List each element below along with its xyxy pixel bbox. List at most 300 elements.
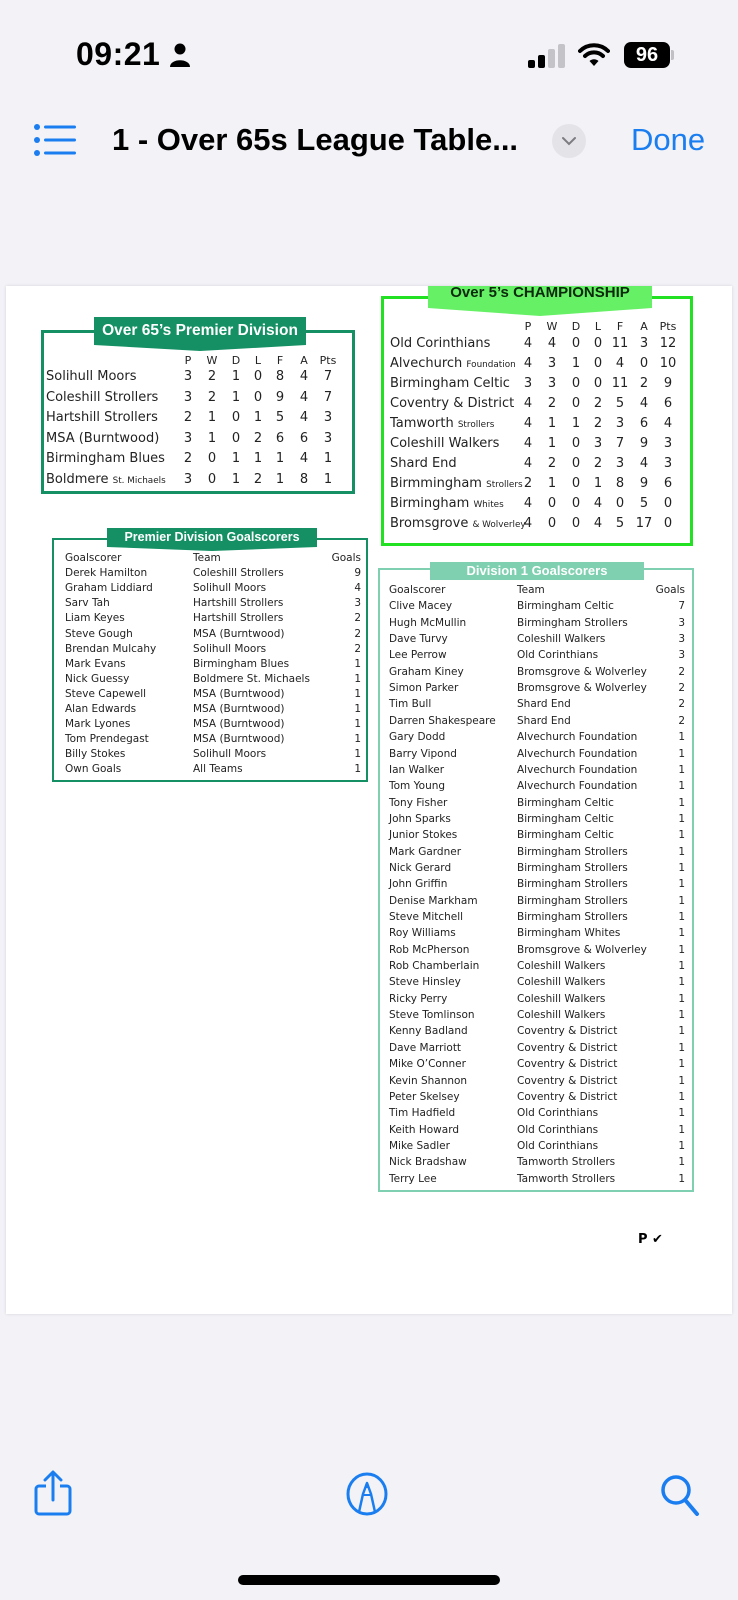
scorer-name: Billy Stokes (65, 748, 126, 761)
division1-goalscorers-ribbon (430, 562, 644, 580)
scorer-name: Kevin Shannon (389, 1074, 468, 1087)
team-name-suffix: Strollers (457, 420, 495, 430)
stat-a: 0 (639, 356, 649, 371)
battery-indicator (624, 42, 672, 68)
team-name: Hartshill Strollers (46, 410, 158, 425)
scorer-goals: 7 (678, 600, 685, 613)
stat-f: 8 (615, 476, 625, 491)
scorer-goals: 1 (678, 943, 685, 956)
scorer-goals: 2 (354, 642, 361, 655)
scorer-goals: 3 (354, 597, 361, 610)
scorer-goals: 1 (678, 976, 685, 989)
scorer-name: Barry Vipond (389, 747, 457, 760)
team-name: Coleshill Walkers (390, 436, 500, 451)
scorer-goals: 1 (678, 1009, 685, 1022)
stat-d: 1 (231, 451, 241, 466)
scorer-goals: 1 (678, 861, 685, 874)
column-header-p: P (184, 354, 192, 367)
stat-d: 0 (571, 496, 581, 511)
scorer-goals: 2 (678, 714, 685, 727)
stat-d: 0 (571, 396, 581, 411)
scorer-goals: 1 (678, 1123, 685, 1136)
stat-a: 4 (299, 369, 309, 384)
scorer-team: MSA (Burntwood) (193, 627, 285, 640)
stat-p: 3 (183, 471, 193, 487)
scorer-name: Steve Capewell (65, 687, 147, 700)
scorer-goals: 1 (678, 878, 685, 891)
stat-f: 8 (275, 369, 285, 384)
stat-p: 3 (183, 389, 193, 405)
stat-f: 5 (615, 396, 625, 411)
scorer-team: Hartshill Strollers (193, 612, 284, 625)
stat-a: 2 (639, 376, 649, 391)
scorer-team: Coventry & District (517, 1025, 618, 1038)
battery-level: 96 (624, 42, 670, 68)
stat-a: 4 (299, 451, 309, 466)
stat-a: 9 (639, 476, 649, 491)
scorer-name: Graham Liddiard (65, 582, 153, 595)
scorer-goals: 1 (678, 747, 685, 760)
scorer-name: Alan Edwards (65, 703, 137, 715)
stat-a: 9 (639, 436, 649, 451)
scorer-team: Solihull Moors (193, 748, 267, 761)
stat-l: 3 (593, 436, 603, 451)
stat-pts: 3 (663, 436, 673, 451)
title-menu-button[interactable] (552, 124, 586, 158)
scorer-name: Kenny Badland (389, 1025, 468, 1038)
scorer-goals: 1 (354, 703, 361, 715)
done-button[interactable]: Done (631, 122, 706, 157)
stat-pts: 3 (323, 430, 333, 446)
championship-title: Over 5’s CHAMPIONSHIP (450, 286, 630, 301)
column-header-d: D (231, 354, 241, 367)
scorer-goals: 1 (678, 1090, 685, 1103)
column-header-pts: Pts (659, 320, 677, 333)
team-name: Birmingham Celtic (390, 376, 510, 391)
column-header-f: F (616, 320, 624, 333)
column-header-d: D (571, 320, 581, 333)
scorer-name: John Griffin (389, 878, 448, 891)
column-header-f: F (276, 354, 284, 367)
scorer-name: Nick Bradshaw (389, 1156, 467, 1169)
scorer-team: Alvechurch Foundation (517, 731, 638, 744)
scorer-goals: 1 (678, 1139, 685, 1152)
stat-a: 6 (299, 430, 309, 446)
stat-l: 2 (593, 396, 603, 411)
status-time: 09:21 (76, 36, 161, 72)
stat-pts: 10 (659, 356, 677, 371)
scorer-goals: 1 (678, 1172, 685, 1185)
scorer-team: Birmingham Strollers (517, 616, 628, 629)
scorer-name: Darren Shakespeare (389, 714, 496, 727)
stat-p: 3 (183, 369, 193, 384)
document-title[interactable]: 1 - Over 65s League Table... (112, 122, 519, 157)
scorer-team: Hartshill Strollers (193, 597, 284, 610)
scorer-team: Birmingham Strollers (517, 911, 628, 923)
stat-p: 4 (523, 516, 533, 531)
stat-p: 4 (523, 356, 533, 371)
scorer-name: Liam Keyes (65, 612, 125, 625)
scorer-team: Birmingham Celtic (517, 796, 614, 809)
scorer-name: Terry Lee (389, 1172, 437, 1185)
column-header-w: W (206, 354, 218, 367)
scorer-team: Solihull Moors (193, 582, 267, 595)
scorer-goals: 1 (354, 657, 361, 670)
stat-pts: 9 (663, 376, 673, 391)
scorer-team: Bromsgrove & Wolverley (517, 682, 647, 695)
stat-l: 0 (253, 369, 263, 384)
scorer-team: Tamworth Strollers (517, 1172, 616, 1185)
stat-pts: 12 (659, 336, 677, 351)
scorer-team: Old Corinthians (517, 1139, 599, 1152)
stat-d: 1 (231, 389, 241, 405)
scorer-goals: 2 (678, 665, 685, 678)
stat-pts: 7 (323, 389, 333, 405)
column-header-a: A (640, 320, 648, 333)
stat-w: 4 (547, 336, 557, 351)
scorer-team: Birmingham Strollers (517, 845, 628, 858)
scorer-name: Peter Skelsey (389, 1090, 460, 1103)
scorer-goals: 1 (354, 718, 361, 731)
stat-p: 4 (523, 336, 533, 351)
scorer-team: Old Corinthians (517, 649, 599, 662)
stat-p: 2 (523, 476, 533, 491)
stat-p: 4 (523, 456, 533, 471)
column-header-team: Team (193, 552, 221, 564)
scorer-name: Ricky Perry (389, 992, 448, 1005)
scorer-goals: 1 (678, 1058, 685, 1071)
scorer-team: All Teams (193, 763, 243, 776)
scorer-team: Coleshill Walkers (517, 992, 606, 1005)
scorer-name: John Sparks (389, 812, 451, 825)
premier-division-ribbon (94, 317, 306, 345)
premier-goalscorers-title: Premier Division Goalscorers (124, 530, 300, 544)
stat-d: 0 (231, 410, 241, 425)
scorer-name: Rob McPherson (389, 943, 470, 956)
scorer-team: Coventry & District (517, 1041, 618, 1054)
stat-l: 2 (593, 456, 603, 471)
outline-list-icon[interactable] (34, 124, 76, 156)
stat-f: 9 (275, 389, 285, 405)
scorer-team: Coleshill Walkers (517, 633, 606, 646)
stat-w: 2 (547, 396, 557, 411)
signoff-mark: P ✔ (638, 1232, 663, 1247)
stat-w: 3 (547, 376, 557, 391)
stat-l: 2 (253, 430, 263, 446)
scorer-team: Solihull Moors (193, 642, 267, 655)
scorer-goals: 1 (678, 1074, 685, 1087)
team-name: Birmingham Blues (46, 451, 165, 466)
stat-d: 0 (571, 376, 581, 391)
stat-f: 6 (275, 430, 285, 446)
stat-pts: 3 (663, 456, 673, 471)
scorer-name: Own Goals (65, 763, 122, 776)
scorer-team: Coleshill Walkers (517, 1009, 606, 1022)
premier-goalscorers-ribbon (107, 528, 317, 547)
scorer-goals: 1 (678, 812, 685, 825)
stat-f: 0 (615, 496, 625, 511)
stat-l: 2 (253, 471, 263, 487)
ribbon-tail (107, 547, 317, 551)
scorer-goals: 3 (678, 649, 685, 662)
scorer-team: Coleshill Walkers (517, 960, 606, 973)
column-header-a: A (300, 354, 308, 367)
stat-pts: 7 (323, 369, 333, 384)
team-name: Coventry & District (390, 396, 515, 411)
scorer-name: Mark Evans (65, 657, 126, 670)
scorer-goals: 2 (354, 627, 361, 640)
team-name: Coleshill Strollers (46, 389, 159, 405)
scorer-name: Dave Turvy (389, 633, 448, 646)
stat-a: 4 (639, 396, 649, 411)
stat-l: 0 (593, 376, 603, 391)
ribbon-tail (428, 308, 652, 316)
status-bar (0, 0, 738, 100)
scorer-goals: 1 (678, 731, 685, 744)
chevron-down-icon (562, 136, 576, 146)
stat-w: 0 (547, 516, 557, 531)
stat-pts: 0 (663, 496, 673, 511)
stat-d: 0 (571, 436, 581, 451)
stat-l: 0 (593, 336, 603, 351)
scorer-team: Coleshill Strollers (193, 567, 284, 580)
scorer-name: Mark Gardner (389, 845, 462, 858)
scorer-name: Gary Dodd (389, 731, 446, 744)
stat-f: 7 (615, 436, 625, 451)
stat-a: 5 (639, 496, 649, 511)
team-name: Tamworth Strollers (390, 416, 495, 431)
scorer-goals: 1 (354, 763, 361, 776)
cellular-signal-icon (528, 44, 566, 68)
scorer-goals: 1 (678, 829, 685, 842)
scorer-team: Bromsgrove & Wolverley (517, 665, 647, 678)
scorer-team: Bromsgrove & Wolverley (517, 943, 647, 956)
column-header-l: L (594, 320, 602, 333)
scorer-name: Mike O’Conner (389, 1058, 466, 1071)
column-header-goals: Goals (331, 552, 361, 564)
scorer-goals: 1 (678, 763, 685, 776)
stat-w: 1 (207, 430, 217, 446)
scorer-name: Denise Markham (389, 894, 478, 907)
team-name-suffix: Whites (473, 500, 504, 510)
scorer-team: Coventry & District (517, 1090, 618, 1103)
team-name: Solihull Moors (46, 369, 137, 384)
stat-a: 3 (639, 336, 649, 351)
stat-d: 0 (571, 476, 581, 491)
scorer-team: Birmingham Strollers (517, 861, 628, 874)
scorer-name: Nick Guessy (65, 672, 130, 685)
document-page (6, 286, 732, 1314)
scorer-name: Tony Fisher (389, 796, 448, 809)
scorer-goals: 1 (678, 845, 685, 858)
scorer-goals: 9 (354, 567, 361, 580)
scorer-team: Birmingham Strollers (517, 878, 628, 891)
scorer-name: Sarv Tah (65, 597, 110, 610)
scorer-team: MSA (Burntwood) (193, 718, 285, 731)
stat-pts: 6 (663, 396, 673, 411)
scorer-goals: 1 (354, 672, 361, 685)
stat-p: 2 (183, 410, 193, 425)
scorer-goals: 1 (678, 894, 685, 907)
stat-w: 2 (207, 389, 217, 405)
team-name-suffix: St. Michaels (112, 475, 166, 486)
scorer-name: Dave Marriott (389, 1041, 462, 1054)
stat-d: 1 (231, 369, 241, 384)
scorer-name: Steve Gough (65, 627, 133, 640)
stat-l: 1 (593, 476, 603, 491)
scorer-goals: 2 (678, 698, 685, 711)
scorer-name: Tim Hadfield (389, 1107, 456, 1120)
scorer-team: Birmingham Celtic (517, 812, 614, 825)
scorer-name: Keith Howard (389, 1123, 459, 1136)
scorer-name: Steve Hinsley (389, 976, 461, 989)
scorer-name: Hugh McMullin (389, 616, 467, 629)
scorer-name: Steve Tomlinson (389, 1009, 475, 1022)
stat-w: 2 (207, 369, 217, 384)
stat-w: 1 (547, 476, 557, 491)
stat-p: 2 (183, 451, 193, 466)
scorer-name: Mark Lyones (65, 718, 131, 731)
stat-w: 0 (207, 451, 217, 466)
column-header-name: Goalscorer (65, 552, 122, 564)
column-header-l: L (254, 354, 262, 367)
stat-a: 8 (299, 471, 309, 487)
scorer-goals: 1 (678, 1025, 685, 1038)
scorer-goals: 3 (678, 633, 685, 646)
scorer-team: Shard End (517, 714, 571, 727)
team-name: MSA (Burntwood) (46, 430, 160, 446)
scorer-name: Brendan Mulcahy (65, 642, 157, 655)
column-header-team: Team (517, 584, 545, 596)
stat-f: 4 (615, 356, 625, 371)
stat-pts: 4 (663, 416, 673, 431)
stat-d: 0 (571, 516, 581, 531)
scorer-name: Tom Prendegast (65, 733, 149, 746)
stat-a: 4 (639, 456, 649, 471)
battery-tip (671, 50, 674, 60)
scorer-team: Birmingham Celtic (517, 600, 614, 613)
stat-w: 1 (547, 436, 557, 451)
ribbon-tail (94, 345, 306, 351)
stat-l: 2 (593, 416, 603, 431)
stat-w: 0 (207, 471, 217, 487)
division1-goalscorers-title: Division 1 Goalscorers (466, 563, 608, 578)
scorer-name: Steve Mitchell (389, 911, 464, 923)
wifi-icon (578, 42, 610, 68)
scorer-name: Rob Chamberlain (389, 960, 480, 973)
scorer-goals: 1 (354, 748, 361, 761)
stat-p: 4 (523, 416, 533, 431)
stat-d: 1 (571, 416, 581, 431)
stat-d: 0 (571, 456, 581, 471)
scorer-team: Tamworth Strollers (517, 1156, 616, 1169)
team-name: Birmingham Whites (390, 496, 504, 511)
scorer-team: Boldmere St. Michaels (193, 672, 310, 685)
scorer-team: Coleshill Walkers (517, 976, 606, 989)
column-header-goals: Goals (655, 584, 685, 596)
team-name: Bromsgrove & Wolverley (390, 516, 526, 531)
scorer-name: Roy Williams (389, 927, 456, 940)
stat-w: 1 (547, 416, 557, 431)
stat-pts: 3 (323, 410, 333, 425)
scorer-name: Junior Stokes (389, 829, 458, 842)
stat-pts: 0 (663, 516, 673, 531)
stat-f: 5 (275, 410, 285, 425)
markup-pen-icon[interactable] (346, 1472, 388, 1516)
scorer-team: MSA (Burntwood) (193, 703, 285, 715)
scorer-name: Nick Gerard (389, 861, 452, 874)
stat-pts: 6 (663, 476, 673, 491)
stat-w: 3 (547, 356, 557, 371)
scorer-goals: 1 (678, 796, 685, 809)
stat-f: 1 (275, 471, 285, 487)
team-name-suffix: Foundation (466, 360, 516, 370)
team-name: Shard End (390, 456, 457, 471)
stat-a: 6 (639, 416, 649, 431)
stat-l: 1 (253, 410, 263, 425)
team-name-suffix: Strollers (486, 480, 523, 490)
stat-l: 0 (593, 356, 603, 371)
scorer-team: MSA (Burntwood) (193, 687, 285, 700)
scorer-team: Coventry & District (517, 1074, 618, 1087)
team-name-suffix: & Wolverley (472, 520, 526, 530)
person-icon (170, 43, 190, 67)
premier-division-title: Over 65’s Premier Division (102, 322, 298, 339)
scorer-goals: 1 (678, 780, 685, 793)
championship-ribbon (428, 286, 652, 308)
scorer-goals: 1 (678, 911, 685, 923)
scorer-name: Clive Macey (389, 600, 453, 613)
home-indicator[interactable] (238, 1575, 500, 1585)
scorer-goals: 1 (678, 960, 685, 973)
scorer-goals: 1 (678, 1041, 685, 1054)
scorer-team: Alvechurch Foundation (517, 747, 638, 760)
scorer-goals: 1 (678, 927, 685, 940)
search-icon[interactable] (660, 1474, 700, 1516)
scorer-name: Tom Young (389, 780, 446, 793)
stat-d: 1 (571, 356, 581, 371)
stat-f: 1 (275, 451, 285, 466)
stat-pts: 1 (323, 471, 333, 487)
stat-a: 17 (635, 516, 653, 531)
stat-p: 4 (523, 436, 533, 451)
stat-a: 4 (299, 410, 309, 425)
scorer-name: Graham Kiney (389, 665, 464, 678)
column-header-pts: Pts (319, 354, 337, 367)
scorer-goals: 1 (678, 1107, 685, 1120)
team-name: Boldmere St. Michaels (46, 471, 166, 487)
column-header-p: P (524, 320, 532, 333)
stat-d: 0 (231, 430, 241, 446)
scorer-team: Birmingham Whites (517, 927, 621, 940)
scorer-goals: 4 (354, 582, 361, 595)
column-header-w: W (546, 320, 558, 333)
share-icon[interactable] (34, 1470, 72, 1516)
scorer-name: Tim Bull (389, 698, 432, 711)
stat-l: 4 (593, 516, 603, 531)
scorer-goals: 2 (678, 682, 685, 695)
stat-l: 0 (253, 389, 263, 405)
stat-d: 1 (231, 471, 241, 487)
team-name: Birmmingham Strollers (390, 476, 523, 491)
stat-f: 11 (611, 376, 629, 391)
bottom-toolbar (0, 1460, 738, 1530)
stat-f: 11 (611, 336, 629, 351)
scorer-name: Mike Sadler (389, 1139, 450, 1152)
scorer-team: Birmingham Blues (193, 657, 290, 670)
scorer-team: Birmingham Strollers (517, 894, 628, 907)
scorer-team: Old Corinthians (517, 1107, 599, 1120)
